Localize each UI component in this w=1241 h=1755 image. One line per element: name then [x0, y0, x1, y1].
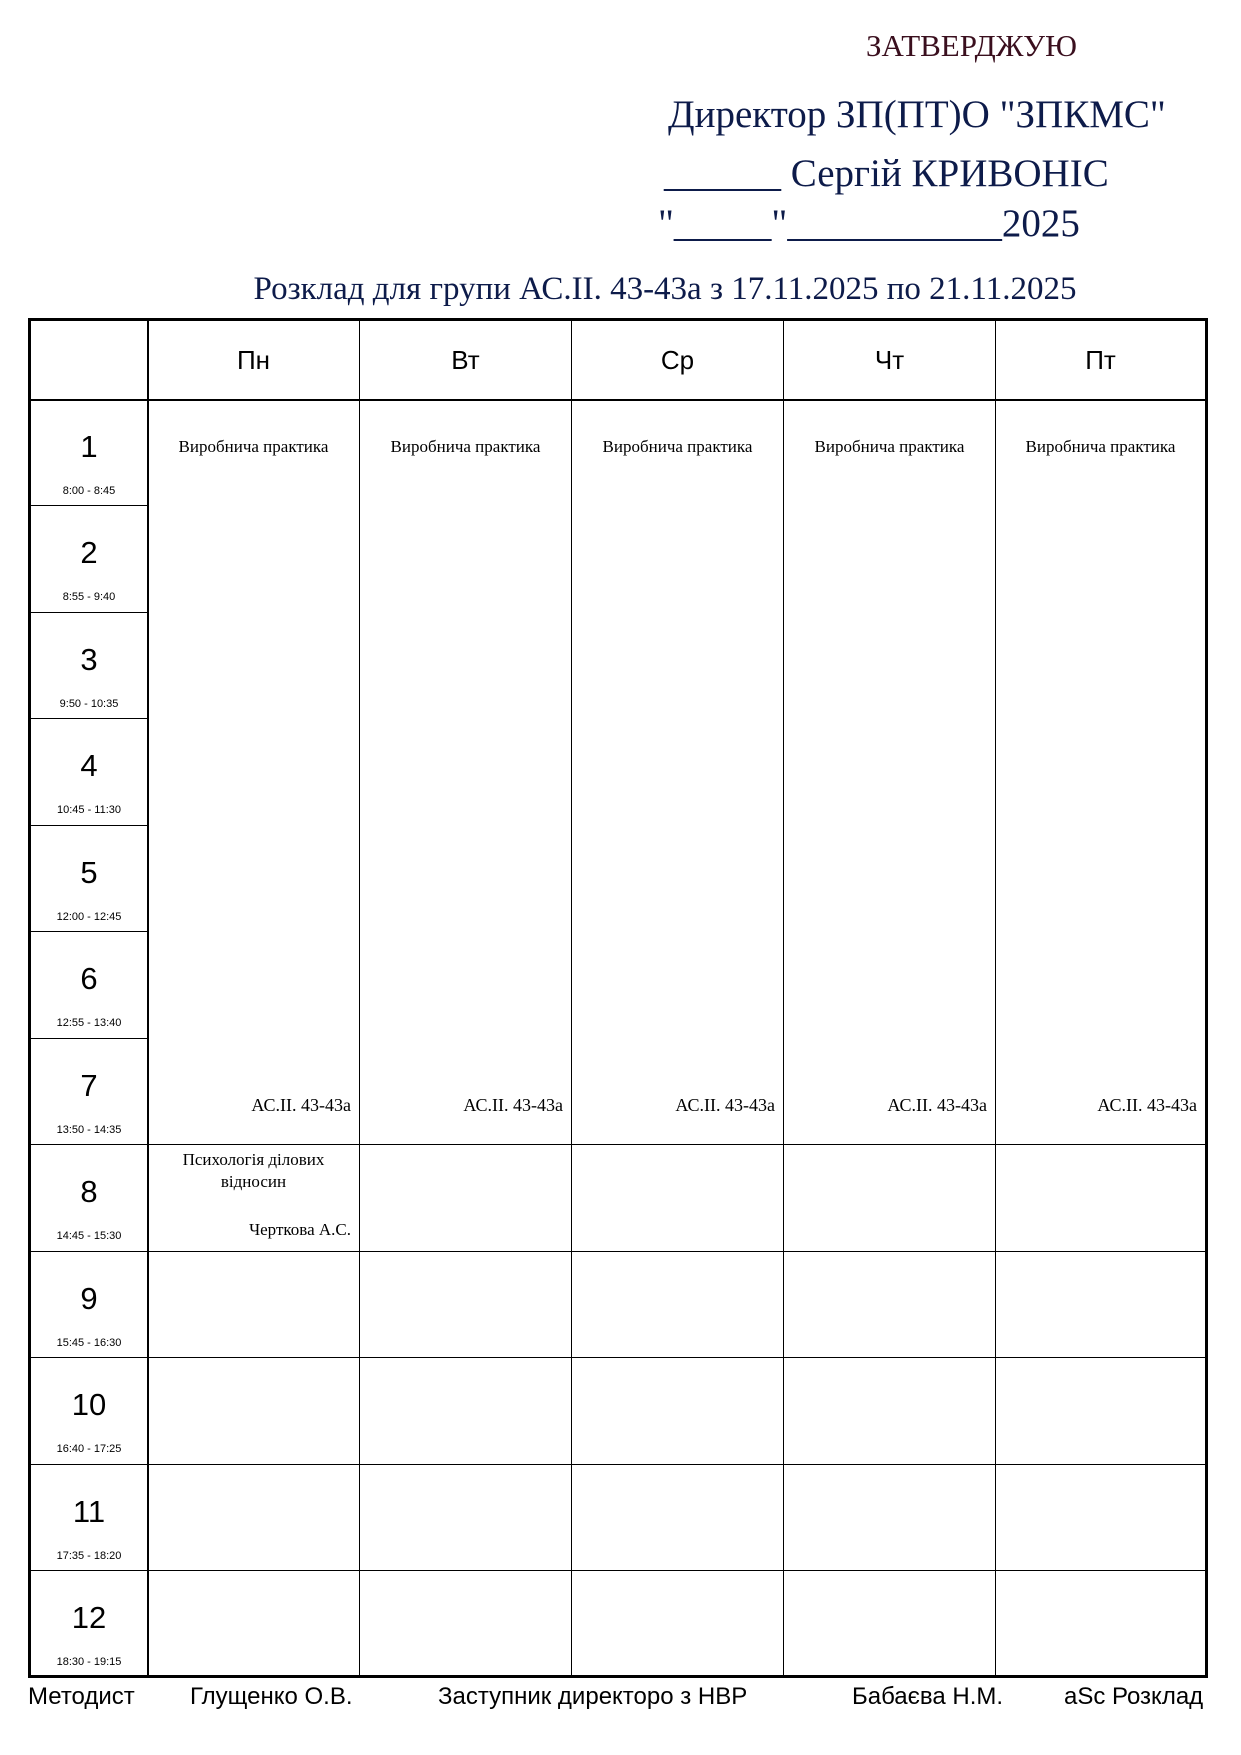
period-cell	[31, 1251, 147, 1357]
period-cell	[31, 1144, 147, 1251]
footer-deputy-name: Бабаєва Н.М.	[852, 1683, 1004, 1710]
grid-line	[31, 1570, 1205, 1571]
lesson-cell[interactable]	[996, 400, 1205, 1144]
approval-date: "_____"___________2025	[658, 202, 1080, 245]
lesson-cell[interactable]	[572, 400, 783, 1144]
period-time: 8:55 - 9:40	[62, 591, 116, 603]
period-cell	[31, 612, 147, 718]
period-number: 1	[80, 429, 98, 464]
period-number: 9	[80, 1281, 98, 1316]
period-time: 8:00 - 8:45	[62, 485, 116, 497]
period-time: 12:55 - 13:40	[56, 1017, 122, 1029]
footer-software: aSc Розклад	[1064, 1683, 1204, 1710]
period-cell	[31, 1570, 147, 1675]
period-number: 7	[80, 1068, 98, 1103]
lesson-subject-line1: Психологія ділових	[182, 1150, 325, 1169]
lesson-cell[interactable]	[148, 400, 359, 1144]
period-cell	[31, 1464, 147, 1570]
approval-position: Директор ЗП(ПТ)О "ЗПКМС"	[668, 93, 1166, 136]
period-number: 12	[71, 1600, 107, 1635]
day-header-thu: Чт	[874, 345, 905, 375]
day-header-tue: Вт	[451, 345, 480, 375]
period-time: 10:45 - 11:30	[56, 804, 121, 816]
period-cell	[31, 505, 147, 612]
period-number: 11	[72, 1494, 106, 1529]
footer-methodist-name: Глущенко О.В.	[190, 1683, 353, 1710]
grid-line	[31, 1464, 1205, 1465]
period-number: 2	[80, 535, 98, 570]
lesson-group: АС.ІІ. 43-43а	[251, 1095, 351, 1115]
grid-line	[31, 1357, 1205, 1358]
lesson-group: АС.ІІ. 43-43а	[1097, 1095, 1197, 1115]
footer-methodist-label: Методист	[28, 1683, 135, 1710]
lesson-subject: Виробнича практика	[390, 437, 541, 456]
lesson-cell[interactable]	[360, 400, 571, 1144]
period-number: 5	[80, 855, 98, 890]
period-cell	[31, 399, 147, 505]
approval-signature: ______ Сергій КРИВОНІС	[664, 152, 1109, 195]
lesson-cell[interactable]	[148, 1145, 359, 1251]
period-number: 3	[80, 642, 98, 677]
period-time: 14:45 - 15:30	[56, 1230, 122, 1242]
period-time: 18:30 - 19:15	[56, 1656, 122, 1668]
lesson-cell[interactable]	[784, 400, 995, 1144]
period-cell	[31, 931, 147, 1038]
period-number: 4	[80, 748, 98, 783]
period-time: 9:50 - 10:35	[59, 698, 119, 710]
lesson-group: АС.ІІ. 43-43а	[887, 1095, 987, 1115]
timetable-grid	[28, 318, 1208, 1678]
period-time: 17:35 - 18:20	[56, 1550, 122, 1562]
period-time: 12:00 - 12:45	[56, 911, 122, 923]
period-time: 15:45 - 16:30	[56, 1337, 122, 1349]
schedule-title: Розклад для групи АС.ІІ. 43-43а з 17.11.2025 по 21.11.2025	[253, 271, 1077, 307]
lesson-subject-line2: відносин	[220, 1172, 287, 1191]
period-number: 10	[71, 1387, 107, 1422]
period-cell	[31, 1357, 147, 1464]
lesson-group: АС.ІІ. 43-43а	[463, 1095, 563, 1115]
lesson-group: АС.ІІ. 43-43а	[675, 1095, 775, 1115]
approval-title: ЗАТВЕРДЖУЮ	[866, 28, 1077, 63]
period-cell	[31, 825, 147, 931]
day-header-wed: Ср	[660, 345, 695, 375]
period-cell	[31, 718, 147, 825]
period-number: 8	[80, 1174, 98, 1209]
grid-line	[31, 1251, 1205, 1252]
period-time: 16:40 - 17:25	[56, 1443, 122, 1455]
period-cell	[31, 1038, 147, 1144]
period-number: 6	[80, 961, 98, 996]
lesson-teacher: Черткова А.С.	[249, 1220, 351, 1239]
footer-deputy-label: Заступник директоро з НВР	[438, 1683, 748, 1710]
lesson-subject: Виробнича практика	[178, 437, 329, 456]
period-time: 13:50 - 14:35	[56, 1124, 122, 1136]
day-header-fri: Пт	[1085, 345, 1116, 375]
day-header-mon: Пн	[236, 345, 271, 375]
lesson-subject: Виробнича практика	[602, 437, 753, 456]
lesson-subject: Виробнича практика	[1025, 437, 1176, 456]
lesson-subject: Виробнича практика	[814, 437, 965, 456]
